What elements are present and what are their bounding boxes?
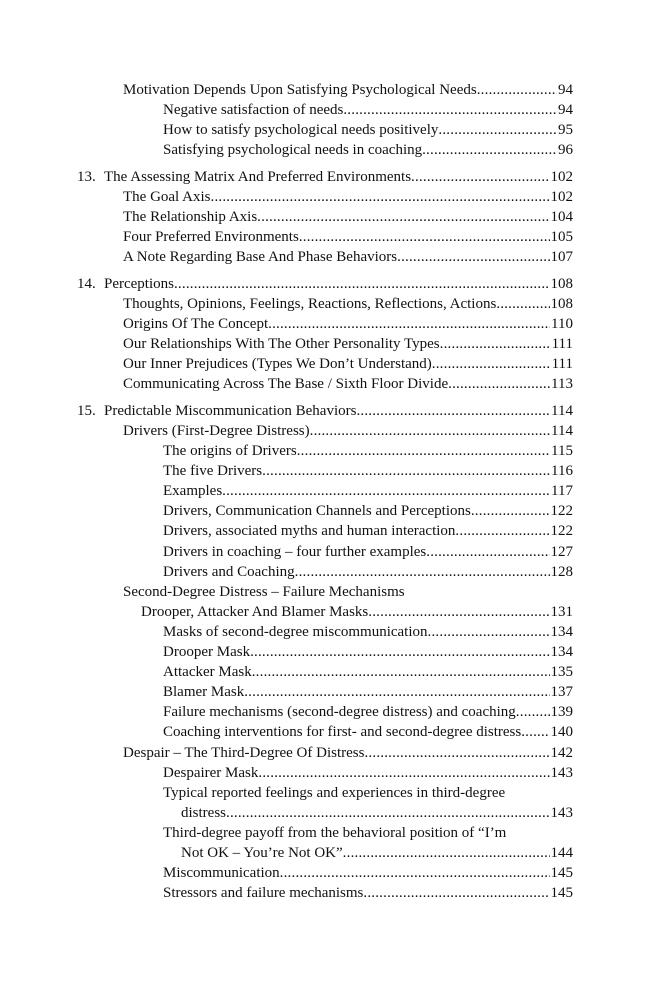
dot-leader bbox=[496, 294, 549, 314]
toc-entry-line bbox=[163, 662, 573, 682]
toc-entry-title: Blamer Mask bbox=[163, 684, 245, 701]
toc-entry-title: Satisfying psychological needs in coaching bbox=[163, 142, 423, 159]
toc-entry-line bbox=[163, 763, 573, 783]
toc-entry-title: Drivers in coaching – four further examples bbox=[163, 543, 427, 560]
toc-entry-title: The Relationship Axis bbox=[123, 209, 258, 226]
dot-leader bbox=[174, 274, 550, 294]
chapter-number: 14. bbox=[77, 275, 96, 292]
toc-entry bbox=[0, 743, 664, 763]
dot-leader bbox=[368, 602, 549, 622]
toc-entry-title: The five Drivers bbox=[163, 463, 263, 480]
toc-entry-title: Examples bbox=[163, 483, 223, 500]
toc-entry-title: Second-Degree Distress – Failure Mechanisms bbox=[123, 583, 405, 600]
dot-leader bbox=[343, 100, 557, 120]
dot-leader bbox=[432, 354, 551, 374]
toc-entry-title: Not OK – You’re Not OK” bbox=[181, 844, 343, 861]
toc-page-number: 140 bbox=[550, 724, 573, 741]
toc-entry-line bbox=[163, 722, 573, 742]
toc-page-number: 143 bbox=[550, 764, 573, 781]
dot-leader bbox=[438, 120, 557, 140]
dot-leader bbox=[244, 682, 549, 702]
chapter-number: 13. bbox=[77, 168, 96, 185]
toc-entry-title: Drooper Mask bbox=[163, 644, 251, 661]
toc-entry bbox=[0, 247, 664, 267]
toc-entry-title: Third-degree payoff from the behavioral position of “I’m bbox=[163, 824, 507, 841]
toc-entry bbox=[0, 401, 664, 421]
toc-page-number: 113 bbox=[551, 376, 573, 393]
dot-leader bbox=[477, 80, 557, 100]
toc-page-number: 145 bbox=[550, 865, 573, 882]
dot-leader bbox=[268, 314, 550, 334]
dot-leader bbox=[448, 374, 550, 394]
toc-entry-line bbox=[163, 521, 573, 541]
toc-page-number: 134 bbox=[550, 623, 573, 640]
toc-entry-title: Drivers and Coaching bbox=[163, 563, 295, 580]
toc-page-number: 116 bbox=[551, 463, 573, 480]
toc-entry-line bbox=[163, 702, 573, 722]
toc-entry bbox=[0, 461, 664, 481]
toc-entry-line bbox=[123, 421, 573, 441]
toc-entry bbox=[0, 354, 664, 374]
toc-entry-title: Despair – The Third-Degree Of Distress bbox=[123, 744, 365, 761]
toc-entry bbox=[0, 803, 664, 823]
toc-page-number: 115 bbox=[551, 443, 573, 460]
toc-entry bbox=[0, 421, 664, 441]
toc-entry bbox=[0, 622, 664, 642]
toc-entry-title: How to satisfy psychological needs positively bbox=[163, 122, 439, 139]
toc-page-number: 134 bbox=[550, 644, 573, 661]
toc-entry-title: Our Inner Prejudices (Types We Don’t Understand) bbox=[123, 356, 432, 373]
dot-leader bbox=[299, 227, 550, 247]
toc-entry-title: Origins Of The Concept bbox=[123, 316, 269, 333]
toc-entry bbox=[0, 702, 664, 722]
toc-entry-line bbox=[163, 120, 573, 140]
toc-page-number: 102 bbox=[550, 168, 573, 185]
toc-page-number: 143 bbox=[550, 804, 573, 821]
toc-entry-title: Masks of second-degree miscommunication bbox=[163, 623, 428, 640]
toc-page-number: 137 bbox=[550, 684, 573, 701]
toc-page-number: 107 bbox=[550, 249, 573, 266]
toc-entry-title: Coaching interventions for first- and second-degree distress bbox=[163, 724, 522, 741]
toc-entry-title: Miscommunication bbox=[163, 865, 280, 882]
toc-page-number: 114 bbox=[551, 423, 573, 439]
toc-entry-line bbox=[163, 883, 573, 903]
toc-entry bbox=[0, 80, 664, 100]
dot-leader bbox=[471, 501, 550, 521]
toc-entry-line bbox=[163, 642, 573, 662]
dot-leader bbox=[211, 187, 550, 207]
toc-page-number: 128 bbox=[550, 563, 573, 580]
toc-entry-line bbox=[123, 743, 573, 763]
toc-entry-line bbox=[163, 562, 573, 582]
toc-page-number: 122 bbox=[550, 523, 573, 540]
toc-entry bbox=[0, 120, 664, 140]
toc-entry-title: Attacker Mask bbox=[163, 664, 252, 681]
toc-entry bbox=[0, 783, 664, 803]
toc-entry-line bbox=[163, 461, 573, 481]
toc-entry-line bbox=[123, 247, 573, 267]
toc-entry bbox=[0, 843, 664, 863]
toc-page-number: 111 bbox=[551, 336, 573, 353]
toc-page-number: 127 bbox=[550, 543, 573, 560]
toc-entry bbox=[0, 481, 664, 501]
toc-entry bbox=[0, 763, 664, 783]
toc-entry-line bbox=[104, 167, 573, 187]
dot-leader bbox=[295, 562, 550, 582]
toc-entry-line bbox=[123, 187, 573, 207]
toc-entry bbox=[0, 602, 664, 622]
toc-entry bbox=[0, 227, 664, 247]
toc-entry-title: The Goal Axis bbox=[123, 188, 211, 205]
toc-page-number: 110 bbox=[551, 316, 573, 333]
toc-entry-title: Failure mechanisms (second-degree distress) and coaching bbox=[163, 704, 516, 721]
toc-entry-line bbox=[123, 334, 573, 354]
dot-leader bbox=[250, 642, 549, 662]
toc-page-number: 131 bbox=[550, 603, 573, 620]
toc-page-number: 95 bbox=[558, 122, 573, 139]
dot-leader bbox=[297, 441, 550, 461]
toc-entry bbox=[0, 642, 664, 662]
toc-entry-line bbox=[163, 140, 573, 160]
toc-entry bbox=[0, 441, 664, 461]
dot-leader bbox=[258, 763, 549, 783]
toc-entry-title: The Assessing Matrix And Preferred Environments bbox=[104, 168, 412, 185]
toc-page-number: 117 bbox=[551, 483, 573, 500]
toc-entry bbox=[0, 140, 664, 160]
dot-leader bbox=[262, 461, 550, 481]
dot-leader bbox=[411, 167, 549, 187]
toc-entry-title: A Note Regarding Base And Phase Behaviors bbox=[123, 249, 398, 266]
toc-entry-line bbox=[181, 803, 573, 823]
toc-entry-line bbox=[123, 294, 573, 314]
dot-leader bbox=[428, 622, 550, 642]
toc-entry-title: distress bbox=[181, 804, 226, 821]
toc-page-number: 108 bbox=[550, 275, 573, 292]
toc-page-number: 96 bbox=[558, 142, 573, 159]
toc-entry-line bbox=[163, 501, 573, 521]
toc-entry bbox=[0, 662, 664, 682]
toc-page-number: 144 bbox=[550, 844, 573, 861]
toc-entry-title: Motivation Depends Upon Satisfying Psychological Needs bbox=[123, 82, 477, 98]
toc-entry-line bbox=[163, 682, 573, 702]
toc-page-number: 94 bbox=[558, 82, 573, 98]
toc-page-number: 142 bbox=[550, 744, 573, 761]
toc-entry bbox=[0, 374, 664, 394]
toc-entry bbox=[0, 883, 664, 903]
toc-entry bbox=[0, 682, 664, 702]
toc-entry bbox=[0, 294, 664, 314]
toc-entry-title: Our Relationships With The Other Personality Types bbox=[123, 336, 440, 353]
toc-entry-title: Typical reported feelings and experiences in third-degree bbox=[163, 784, 506, 801]
toc-entry-line bbox=[104, 401, 573, 421]
dot-leader bbox=[426, 542, 549, 562]
toc-entry-line bbox=[163, 100, 573, 120]
toc-entry-line bbox=[163, 622, 573, 642]
toc-page-number: 122 bbox=[550, 503, 573, 520]
chapter-number: 15. bbox=[77, 402, 96, 419]
toc-page-number: 145 bbox=[550, 885, 573, 902]
toc-entry-line bbox=[123, 80, 573, 100]
toc-entry bbox=[0, 562, 664, 582]
dot-leader bbox=[422, 140, 557, 160]
toc-entry-title: Despairer Mask bbox=[163, 764, 259, 781]
dot-leader bbox=[280, 863, 550, 883]
dot-leader bbox=[516, 702, 550, 722]
toc-entry-title: Communicating Across The Base / Sixth Floor Divide bbox=[123, 376, 449, 393]
toc-entry bbox=[0, 187, 664, 207]
toc-entry bbox=[0, 334, 664, 354]
toc-entry bbox=[0, 314, 664, 334]
dot-leader bbox=[440, 334, 551, 354]
toc-entry bbox=[0, 167, 664, 187]
toc-page-number: 111 bbox=[551, 356, 573, 373]
dot-leader bbox=[397, 247, 549, 267]
toc-entry-line bbox=[123, 374, 573, 394]
toc-entry-line bbox=[163, 542, 573, 562]
toc-entry-line bbox=[163, 863, 573, 883]
toc-entry-line bbox=[163, 481, 573, 501]
toc-entry-title: Negative satisfaction of needs bbox=[163, 102, 344, 119]
toc-entry-title: Drivers, Communication Channels and Perceptions bbox=[163, 503, 471, 520]
dot-leader bbox=[226, 803, 550, 823]
toc-page-number: 102 bbox=[550, 188, 573, 205]
toc-entry bbox=[0, 207, 664, 227]
toc-entry-line bbox=[141, 602, 573, 622]
toc-page-number: 114 bbox=[551, 402, 573, 419]
toc-page-number: 139 bbox=[550, 704, 573, 721]
toc-entry bbox=[0, 823, 664, 843]
toc-entry bbox=[0, 501, 664, 521]
toc-entry-title: Thoughts, Opinions, Feelings, Reactions, Reflections, Actions bbox=[123, 295, 497, 312]
toc-entry-line bbox=[123, 314, 573, 334]
dot-leader bbox=[257, 207, 549, 227]
dot-leader bbox=[455, 521, 549, 541]
dot-leader bbox=[364, 743, 549, 763]
toc-entry-title: Drivers (First-Degree Distress) bbox=[123, 423, 310, 439]
toc-entry-line bbox=[104, 274, 573, 294]
dot-leader bbox=[310, 421, 550, 441]
toc-page-number: 108 bbox=[550, 295, 573, 312]
toc-entry-line bbox=[123, 354, 573, 374]
toc-page-number: 105 bbox=[550, 229, 573, 246]
toc-entry-line bbox=[123, 207, 573, 227]
toc-entry-title: Drooper, Attacker And Blamer Masks bbox=[141, 603, 369, 620]
toc-entry-line bbox=[181, 843, 573, 863]
toc-entry bbox=[0, 722, 664, 742]
toc-entry-title: The origins of Drivers bbox=[163, 443, 297, 460]
toc-entry-line bbox=[123, 227, 573, 247]
toc-entry-title: Stressors and failure mechanisms bbox=[163, 885, 364, 902]
toc-entry bbox=[0, 542, 664, 562]
toc-page-number: 94 bbox=[558, 102, 573, 119]
toc-entry bbox=[0, 582, 664, 602]
toc-entry bbox=[0, 100, 664, 120]
dot-leader bbox=[222, 481, 550, 501]
toc-entry bbox=[0, 521, 664, 541]
toc-entry-title: Perceptions bbox=[104, 275, 174, 292]
dot-leader bbox=[343, 843, 550, 863]
toc-page-number: 135 bbox=[550, 664, 573, 681]
dot-leader bbox=[252, 662, 550, 682]
toc-page-number: 104 bbox=[550, 209, 573, 226]
dot-leader bbox=[521, 722, 549, 742]
toc-entry-line bbox=[163, 441, 573, 461]
toc-entry-title: Drivers, associated myths and human interaction bbox=[163, 523, 456, 540]
table-of-contents bbox=[0, 80, 664, 903]
dot-leader bbox=[363, 883, 549, 903]
dot-leader bbox=[356, 401, 550, 421]
toc-entry-title: Four Preferred Environments bbox=[123, 229, 299, 246]
toc-entry-title: Predictable Miscommunication Behaviors bbox=[104, 402, 357, 419]
toc-entry bbox=[0, 274, 664, 294]
toc-entry bbox=[0, 863, 664, 883]
